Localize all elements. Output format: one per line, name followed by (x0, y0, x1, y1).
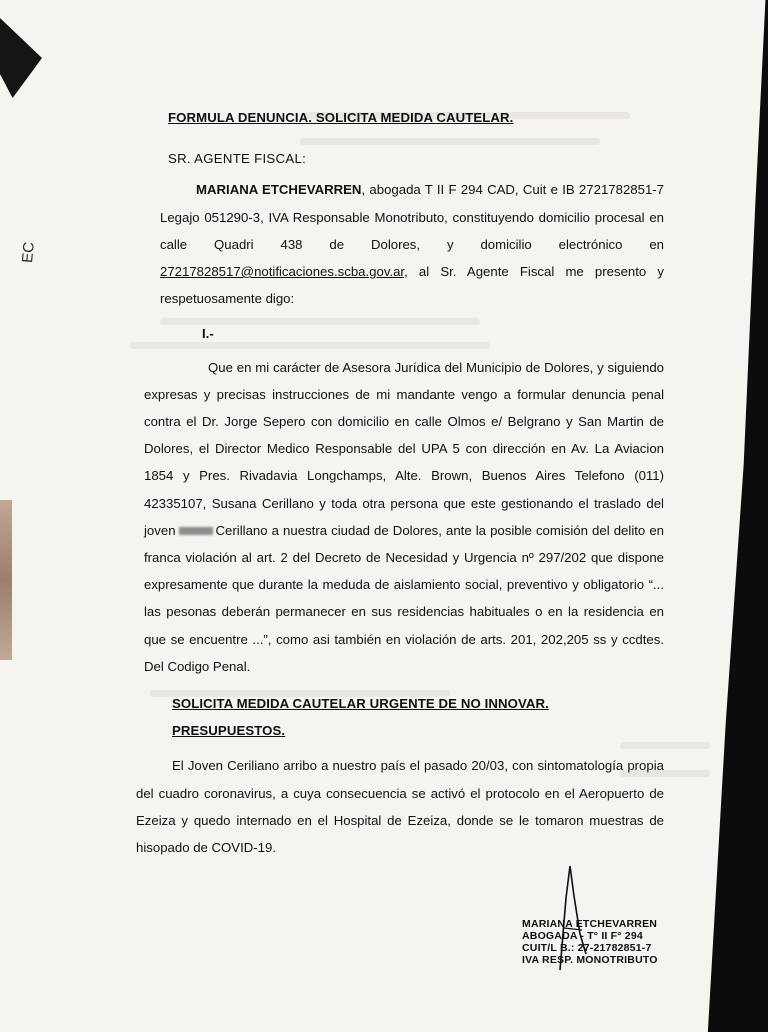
scan-edge-shadow (704, 0, 768, 1032)
document-body (132, 104, 664, 861)
margin-mark: EC (19, 241, 38, 264)
intro-text: , abogada T II F 294 CAD, Cuit e IB 2721782851-7 Legajo 051290-3, IVA Responsable Monotributo, constituyendo domicilio procesal en calle Quadri 438 de Dolores, y domicilio electrónico en (160, 182, 665, 252)
section-subtitle: SOLICITA MEDIDA CAUTELAR URGENTE DE NO INNOVAR. PRESUPUESTOS. (172, 696, 549, 739)
main-text: Que en mi carácter de Asesora Jurídica del Municipio de Dolores, y siguiendo expresas y precisas instrucciones de mi mandante vengo a formular denuncia penal contra el Dr. Jorge Sepero con domicilio en calle Olmos e/ Belgrano y San Martin de Dolores, el Director Medico Responsable del UPA 5 con dirección en Av. La Aviacion 1854 y Pres. Rivadavia Longchamps, Alte. Brown, Buenos Aires Telefono (011) 42335107, Susana Cerillano y toda otra persona que este gestionando el traslado del joven (144, 359, 664, 538)
intro-text-end: , al Sr. Agente Fiscal me presento y respetuosamente digo: (160, 264, 664, 307)
stamp-line-1: MARIANA ETCHEVARREN (522, 918, 658, 930)
lawyer-stamp (522, 918, 658, 966)
section-number: I.- (202, 326, 214, 342)
stamp-line-2: ABOGADA - T° II F° 294 (522, 930, 643, 942)
left-edge-strip (0, 500, 12, 660)
lawyer-name: MARIANA ETCHEVARREN (196, 182, 362, 198)
email-link[interactable]: 27217828517@notificaciones.scba.gov.ar (160, 264, 405, 280)
folded-corner (0, 18, 42, 98)
document-title: FORMULA DENUNCIA. SOLICITA MEDIDA CAUTELAR. (168, 110, 514, 125)
redacted-name (179, 527, 213, 535)
salutation: SR. AGENTE FISCAL: (168, 151, 307, 167)
main-paragraph (144, 354, 664, 680)
main-text-continued: Cerillano a nuestra ciudad de Dolores, ante la posible comisión del delito en franca violación al art. 2 del Decreto de Necesidad y Urgencia nº 297/202 que dispone expresamente que durante la meduda de aislamiento social, preventivo y obligatorio “... las pesonas deberán permanecer en sus residencias habituales o en la residencia en que se encuentre ...”, como asi también en violación de arts. 201, 202,205 ss y ccdtes. Del Codigo Penal. (144, 522, 664, 674)
stamp-line-3: CUIT/L B.: 27-21782851-7 (522, 942, 652, 954)
joven-paragraph: El Joven Ceriliano arribo a nuestro país el pasado 20/03, con sintomatología propia del cuadro coronavirus, a cuya consecuencia se activó el protocolo en el Aeropuerto de Ezeiza y quedo internado en el Hospital de Ezeiza, donde se le tomaron muestras de hisopado de COVID-19. (136, 758, 664, 856)
intro-paragraph (160, 176, 664, 312)
stamp-line-4: IVA RESP. MONOTRIBUTO (522, 954, 658, 966)
